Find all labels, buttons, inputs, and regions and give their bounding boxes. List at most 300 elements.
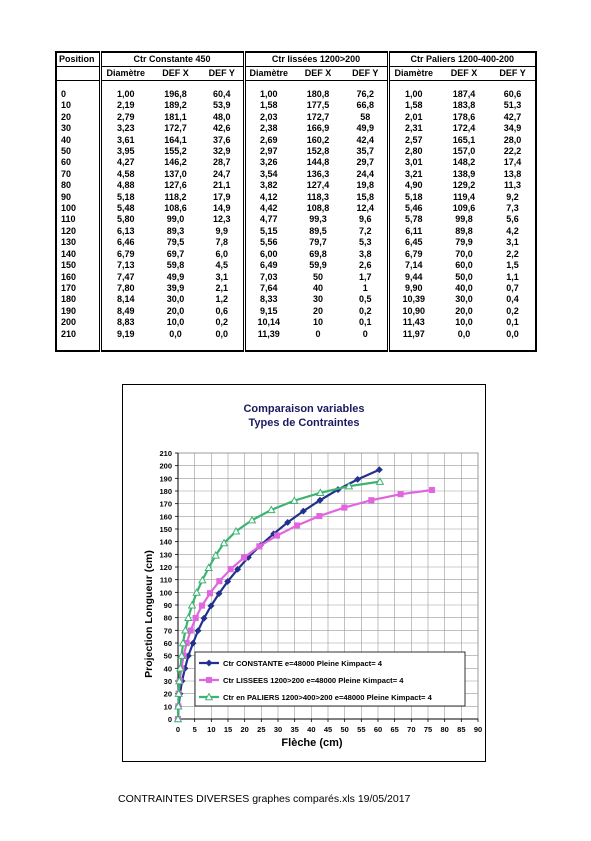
- table-row: [56, 226, 536, 237]
- table-row: [56, 192, 536, 203]
- value-cell: 172,7: [164, 123, 187, 134]
- value-cell: 10,0: [166, 317, 185, 328]
- table-row: [56, 317, 536, 328]
- value-cell: 10: [313, 317, 324, 328]
- y-tick-label: 70: [163, 626, 172, 636]
- value-cell: 20,0: [166, 305, 185, 316]
- subheader-defy: DEF Y: [490, 67, 536, 81]
- value-cell: 2,03: [244, 112, 292, 123]
- data-point: [217, 578, 223, 584]
- value-cell: 118,2: [164, 191, 187, 202]
- position-cell: 210: [56, 329, 100, 340]
- chart-title-line2: Types de Contraintes: [248, 417, 360, 429]
- subheader-diametre: Diamètre: [244, 67, 292, 81]
- value-cell: 8,83: [116, 317, 135, 328]
- subheader-defx: DEF X: [292, 67, 344, 81]
- y-tick-label: 40: [163, 664, 172, 674]
- value-cell: 187,4: [452, 89, 476, 99]
- value-cell: 9,90: [388, 283, 438, 294]
- y-tick-label: 50: [163, 651, 172, 661]
- value-cell: 7,03: [244, 272, 292, 283]
- value-cell: 8,49: [116, 305, 135, 316]
- value-cell: 152,8: [306, 146, 330, 157]
- position-cell: 120: [56, 226, 100, 237]
- value-cell: 4,58: [116, 168, 135, 179]
- value-cell: 2,80: [388, 146, 438, 157]
- value-cell: 6,46: [116, 237, 135, 248]
- value-cell: 20,0: [455, 305, 473, 316]
- group-header-paliers: Ctr Paliers 1200-400-200: [388, 52, 536, 67]
- value-cell: 30,0: [455, 294, 473, 305]
- value-cell: 137,0: [164, 168, 187, 179]
- x-tick-label: 30: [273, 725, 283, 734]
- x-tick-label: 60: [373, 725, 383, 734]
- table-row: [56, 100, 536, 111]
- value-cell: 1,58: [388, 100, 438, 111]
- value-cell: 5,46: [388, 203, 438, 214]
- value-cell: 0,2: [215, 317, 229, 328]
- value-cell: 3,1: [215, 271, 229, 282]
- position-cell: 60: [56, 157, 100, 168]
- x-tick-label: 85: [457, 725, 466, 734]
- data-point: [241, 555, 247, 561]
- position-header: Position: [56, 52, 100, 67]
- value-cell: 0,0: [169, 328, 182, 339]
- value-cell: 3,01: [388, 157, 438, 168]
- value-cell: 108,8: [306, 203, 330, 214]
- y-tick-label: 150: [159, 525, 172, 534]
- value-cell: 58: [360, 111, 371, 122]
- x-tick-label: 40: [307, 725, 316, 734]
- value-cell: 8,14: [116, 294, 135, 305]
- value-cell: 11,43: [388, 317, 438, 328]
- value-cell: 3,26: [244, 157, 292, 168]
- value-cell: 155,2: [164, 146, 187, 157]
- value-cell: 7,2: [359, 225, 372, 236]
- table-row: [56, 169, 536, 180]
- value-cell: 60,0: [455, 260, 473, 271]
- value-cell: 4,42: [244, 203, 292, 214]
- value-cell: 69,8: [309, 248, 327, 259]
- subheader-defx: DEF X: [150, 67, 201, 81]
- subheader-defy: DEF Y: [201, 67, 244, 81]
- value-cell: 42,7: [490, 112, 536, 123]
- value-cell: 177,5: [306, 100, 330, 111]
- value-cell: 2,1: [215, 282, 229, 293]
- position-cell: 170: [56, 283, 100, 294]
- data-point: [369, 497, 375, 503]
- y-tick-label: 80: [163, 613, 172, 623]
- value-cell: 0,7: [490, 283, 536, 294]
- value-cell: 189,2: [164, 100, 187, 111]
- value-cell: 180,8: [306, 89, 330, 99]
- value-cell: 20: [313, 305, 324, 316]
- value-cell: 157,0: [452, 146, 476, 157]
- position-cell: 40: [56, 135, 100, 146]
- position-cell: 20: [56, 112, 100, 123]
- value-cell: 70,0: [455, 248, 473, 259]
- value-cell: 196,8: [164, 89, 187, 99]
- y-tick-label: 20: [163, 689, 172, 699]
- value-cell: 4,90: [388, 180, 438, 191]
- value-cell: 89,5: [309, 225, 327, 236]
- value-cell: 24,7: [212, 168, 231, 179]
- position-cell: 160: [56, 272, 100, 283]
- table-row: [56, 123, 536, 134]
- value-cell: 17,4: [490, 157, 536, 168]
- data-point: [317, 513, 323, 519]
- value-cell: 3,8: [359, 248, 372, 259]
- value-cell: 28,7: [212, 157, 231, 168]
- value-cell: 148,2: [452, 157, 476, 168]
- value-cell: 0,0: [215, 328, 229, 339]
- table-row: [56, 249, 536, 260]
- value-cell: 183,8: [452, 100, 476, 111]
- value-cell: 127,6: [164, 180, 187, 191]
- value-cell: 7,14: [388, 260, 438, 271]
- value-cell: 24,4: [356, 168, 375, 179]
- value-cell: 42,6: [212, 123, 231, 134]
- subheader-diametre: Diamètre: [100, 67, 150, 81]
- value-cell: 5,78: [388, 214, 438, 225]
- value-cell: 4,77: [244, 214, 292, 225]
- value-cell: 19,8: [356, 180, 375, 191]
- table-row: [56, 294, 536, 305]
- value-cell: 79,7: [309, 237, 327, 248]
- y-tick-label: 60: [163, 639, 172, 648]
- value-cell: 2,31: [388, 123, 438, 134]
- value-cell: 10,0: [455, 317, 473, 328]
- position-cell: 190: [56, 306, 100, 317]
- chart-title-line1: Comparaison variables: [243, 403, 365, 415]
- table-row: [56, 203, 536, 214]
- x-tick-label: 45: [323, 725, 333, 734]
- x-tick-label: 65: [390, 725, 399, 734]
- value-cell: 28,0: [490, 135, 536, 146]
- value-cell: 1,00: [388, 89, 438, 100]
- value-cell: 109,6: [452, 203, 476, 214]
- y-tick-label: 190: [159, 474, 172, 484]
- value-cell: 15,8: [356, 191, 375, 202]
- value-cell: 3,82: [244, 180, 292, 191]
- value-cell: 3,1: [490, 237, 536, 248]
- value-cell: 178,6: [452, 111, 476, 122]
- y-tick-label: 130: [159, 550, 172, 560]
- data-point: [228, 566, 234, 572]
- table-row: [56, 329, 536, 340]
- value-cell: 5,56: [244, 237, 292, 248]
- position-cell: 140: [56, 249, 100, 260]
- value-cell: 7,64: [244, 283, 292, 294]
- value-cell: 6,79: [388, 249, 438, 260]
- x-axis-label: Flèche (cm): [281, 737, 343, 749]
- value-cell: 2,97: [244, 146, 292, 157]
- y-tick-label: 170: [159, 499, 172, 509]
- value-cell: 129,2: [452, 180, 476, 191]
- value-cell: 17,9: [212, 191, 231, 202]
- table-row: [56, 260, 536, 271]
- value-cell: 48,0: [212, 111, 231, 122]
- data-point: [257, 544, 263, 550]
- legend-label: Ctr en PALIERS 1200>400>200 e=48000 Pleine Kimpact= 4: [223, 693, 432, 702]
- subheader-defx: DEF X: [438, 67, 490, 81]
- value-cell: 4,88: [116, 180, 135, 191]
- value-cell: 5,18: [116, 191, 135, 202]
- value-cell: 99,3: [309, 214, 327, 225]
- value-cell: 49,9: [356, 123, 375, 134]
- value-cell: 1: [362, 282, 368, 293]
- value-cell: 10,90: [388, 306, 438, 317]
- value-cell: 10,14: [244, 317, 292, 328]
- value-cell: 108,6: [164, 203, 187, 214]
- value-cell: 3,23: [116, 123, 135, 134]
- y-tick-label: 120: [159, 563, 172, 572]
- value-cell: 9,2: [490, 192, 536, 203]
- chart-legend: [195, 652, 465, 706]
- value-cell: 3,54: [244, 169, 292, 180]
- value-cell: 127,4: [306, 180, 330, 191]
- value-cell: 5,3: [359, 237, 372, 248]
- value-cell: 99,8: [455, 214, 473, 225]
- data-point: [429, 487, 435, 493]
- x-tick-label: 0: [175, 725, 181, 734]
- value-cell: 6,13: [116, 225, 135, 236]
- data-point: [193, 615, 199, 621]
- value-cell: 136,3: [306, 168, 330, 179]
- x-tick-label: 15: [223, 725, 233, 734]
- subheader-defy: DEF Y: [344, 67, 388, 81]
- value-cell: 1,1: [490, 272, 536, 283]
- y-tick-label: 30: [163, 677, 172, 686]
- value-cell: 1,5: [490, 260, 536, 271]
- value-cell: 79,9: [455, 237, 473, 248]
- value-cell: 2,57: [388, 135, 438, 146]
- value-cell: 7,8: [215, 237, 229, 248]
- position-cell: 110: [56, 214, 100, 225]
- value-cell: 2,79: [116, 111, 135, 122]
- position-cell: 130: [56, 237, 100, 248]
- table-row: [56, 306, 536, 317]
- comparison-chart: [122, 384, 486, 762]
- value-cell: 59,9: [309, 260, 327, 271]
- value-cell: 89,3: [166, 225, 185, 236]
- x-tick-label: 35: [290, 725, 299, 734]
- data-point: [199, 603, 205, 609]
- chart-container: [122, 384, 486, 762]
- y-tick-label: 140: [159, 537, 172, 547]
- value-cell: 60,4: [212, 89, 231, 99]
- y-axis-label: Projection Longueur (cm): [143, 550, 155, 678]
- value-cell: 6,00: [244, 249, 292, 260]
- value-cell: 42,4: [356, 134, 375, 145]
- table-row: [56, 283, 536, 294]
- value-cell: 37,6: [212, 134, 231, 145]
- value-cell: 8,33: [244, 294, 292, 305]
- x-tick-label: 20: [240, 725, 249, 734]
- value-cell: 12,3: [212, 214, 231, 225]
- position-cell: 0: [56, 89, 100, 100]
- value-cell: 32,9: [212, 146, 231, 157]
- value-cell: 11,3: [490, 180, 536, 191]
- value-cell: 35,7: [356, 146, 375, 157]
- value-cell: 6,11: [388, 226, 438, 237]
- value-cell: 9,15: [244, 306, 292, 317]
- table-row: [56, 157, 536, 168]
- value-cell: 1,2: [215, 294, 229, 305]
- position-cell: 90: [56, 192, 100, 203]
- value-cell: 89,8: [455, 225, 473, 236]
- value-cell: 11,97: [388, 329, 438, 340]
- x-tick-label: 5: [192, 725, 197, 734]
- value-cell: 51,3: [490, 100, 536, 111]
- value-cell: 0,4: [490, 294, 536, 305]
- y-tick-label: 160: [159, 512, 172, 522]
- value-cell: 172,4: [452, 123, 476, 134]
- value-cell: 30,0: [166, 294, 185, 305]
- value-cell: 0,0: [457, 328, 471, 339]
- value-cell: 0,6: [215, 305, 229, 316]
- value-cell: 60,6: [490, 89, 536, 100]
- y-tick-label: 10: [163, 702, 172, 712]
- table-row: [56, 135, 536, 146]
- data-point: [274, 533, 280, 539]
- table-row: [56, 180, 536, 191]
- y-tick-label: 0: [167, 715, 172, 724]
- table-row: [56, 146, 536, 157]
- value-cell: 4,2: [490, 226, 536, 237]
- value-cell: 0,1: [490, 317, 536, 328]
- value-cell: 164,1: [164, 134, 187, 145]
- legend-label: Ctr CONSTANTE e=48000 Pleine Kimpact= 4: [223, 659, 382, 668]
- value-cell: 34,9: [490, 123, 536, 134]
- group-header-lissees: Ctr lissées 1200>200: [244, 52, 388, 67]
- position-subheader-empty: [56, 67, 100, 81]
- legend-marker: [206, 677, 212, 683]
- value-cell: 144,8: [306, 157, 330, 168]
- value-cell: 10,39: [388, 294, 438, 305]
- value-cell: 9,44: [388, 272, 438, 283]
- value-cell: 146,2: [164, 157, 187, 168]
- value-cell: 5,18: [388, 192, 438, 203]
- value-cell: 2,2: [490, 249, 536, 260]
- data-point: [207, 590, 213, 596]
- value-cell: 0,5: [359, 294, 372, 305]
- data-table-section: [55, 51, 535, 373]
- position-cell: 200: [56, 317, 100, 328]
- value-cell: 181,1: [164, 111, 187, 122]
- position-cell: 70: [56, 169, 100, 180]
- value-cell: 1,00: [244, 89, 292, 100]
- value-cell: 3,61: [116, 134, 135, 145]
- value-cell: 6,79: [116, 248, 135, 259]
- x-tick-label: 70: [407, 725, 416, 734]
- value-cell: 6,0: [215, 248, 229, 259]
- value-cell: 4,5: [215, 260, 229, 271]
- table-row: [56, 89, 536, 100]
- value-cell: 99,0: [166, 214, 185, 225]
- value-cell: 5,48: [116, 203, 135, 214]
- table-row: [56, 214, 536, 225]
- y-tick-label: 110: [159, 575, 172, 585]
- value-cell: 0,1: [359, 317, 372, 328]
- value-cell: 3,21: [388, 169, 438, 180]
- data-point: [294, 523, 300, 529]
- value-cell: 2,6: [359, 260, 372, 271]
- value-cell: 29,7: [356, 157, 375, 168]
- value-cell: 12,4: [356, 203, 375, 214]
- value-cell: 5,6: [490, 214, 536, 225]
- value-cell: 76,2: [356, 89, 375, 99]
- value-cell: 0,0: [490, 329, 536, 340]
- value-cell: 50,0: [455, 271, 473, 282]
- table-row: [56, 237, 536, 248]
- position-cell: 30: [56, 123, 100, 134]
- x-tick-label: 25: [257, 725, 266, 734]
- value-cell: 1,00: [116, 89, 135, 99]
- value-cell: 138,9: [452, 168, 476, 179]
- y-tick-label: 180: [159, 487, 172, 496]
- value-cell: 21,1: [212, 180, 231, 191]
- value-cell: 2,69: [244, 135, 292, 146]
- value-cell: 118,3: [307, 191, 330, 202]
- value-cell: 7,13: [116, 260, 135, 271]
- x-tick-label: 75: [423, 725, 433, 734]
- value-cell: 79,5: [166, 237, 185, 248]
- y-tick-label: 200: [159, 461, 172, 471]
- value-cell: 39,9: [166, 282, 185, 293]
- value-cell: 172,7: [306, 111, 330, 122]
- value-cell: 1,58: [244, 100, 292, 111]
- table-row: [56, 272, 536, 283]
- value-cell: 9,6: [359, 214, 372, 225]
- value-cell: 22,2: [490, 146, 536, 157]
- value-cell: 14,9: [212, 203, 231, 214]
- value-cell: 11,39: [244, 329, 292, 340]
- data-point: [398, 491, 404, 497]
- value-cell: 166,9: [306, 123, 330, 134]
- value-cell: 0: [315, 328, 321, 339]
- value-cell: 1,7: [359, 271, 372, 282]
- table-row: [56, 112, 536, 123]
- value-cell: 9,9: [215, 225, 229, 236]
- value-cell: 49,9: [166, 271, 185, 282]
- value-cell: 50: [313, 271, 324, 282]
- value-cell: 7,47: [116, 271, 135, 282]
- y-tick-label: 210: [159, 449, 172, 458]
- value-cell: 5,80: [116, 214, 135, 225]
- position-cell: 80: [56, 180, 100, 191]
- x-tick-label: 55: [357, 725, 366, 734]
- subheader-diametre: Diamètre: [388, 67, 438, 81]
- group-header-constante: Ctr Constante 450: [100, 52, 244, 67]
- position-cell: 150: [56, 260, 100, 271]
- position-cell: 10: [56, 100, 100, 111]
- value-cell: 59,8: [166, 260, 185, 271]
- value-cell: 160,2: [306, 134, 330, 145]
- position-cell: 100: [56, 203, 100, 214]
- value-cell: 4,27: [116, 157, 135, 168]
- value-cell: 2,01: [388, 112, 438, 123]
- value-cell: 2,19: [116, 100, 135, 111]
- x-tick-label: 80: [440, 725, 449, 734]
- value-cell: 66,8: [356, 100, 375, 111]
- value-cell: 69,7: [166, 248, 185, 259]
- x-tick-label: 90: [473, 725, 483, 734]
- value-cell: 0,2: [490, 306, 536, 317]
- value-cell: 13,8: [490, 169, 536, 180]
- position-cell: 180: [56, 294, 100, 305]
- value-cell: 0: [362, 328, 368, 339]
